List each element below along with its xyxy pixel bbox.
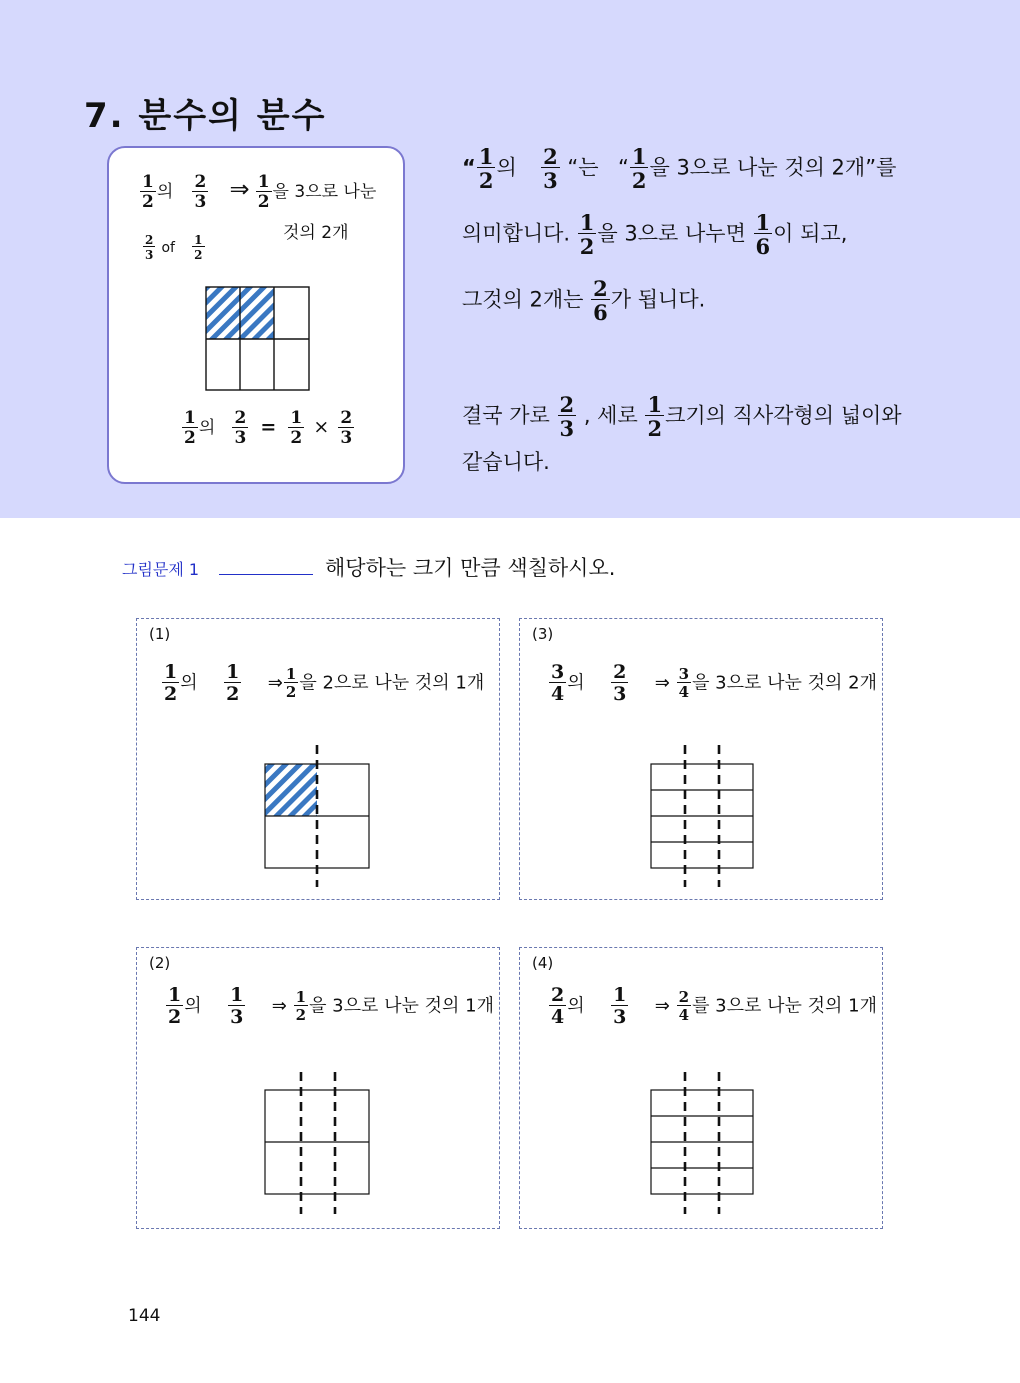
problem-number: (1) [149,625,171,643]
problem-grid-2 [261,1070,375,1216]
card-line1-cont: 것의 2개 [283,223,349,243]
card-equation: $\frac{1}{2}$ 의 $\frac{2}{3}$ = $\frac{1}{2}$ × $\frac{2}{3}$ [184,408,353,448]
section-title: 7. 분수의 분수 [84,96,327,136]
card-line1: $\frac{1}{2}$ 의 $\frac{2}{3}$ ⇒ $\frac{1}{2}$ 을 3으로 나눈 [142,172,377,212]
question-text: 해당하는 크기 만큼 색칠하시오. [325,556,616,580]
problem-grid-1 [261,743,375,889]
card-small-of: $\frac{2}{3}$ of $\frac{1}{2}$ [145,233,203,262]
shaded-cell [265,764,317,816]
fraction-1-2: $\frac{1}{2}$ [257,172,270,212]
problem-box-3 [519,618,883,900]
explanation-line4: 결국 가로 $\frac{2}{3}$ , 세로 $\frac{1}{2}$ 크기의 직사각형의 넓이와 [462,392,902,441]
problem-number: (2) [149,954,171,972]
problem-number: (3) [532,625,554,643]
problem-grid-3 [648,743,758,889]
problem-number: (4) [532,954,554,972]
example-grid [205,286,311,392]
shaded-cell [206,287,240,339]
fraction-1-2: $\frac{1}{2}$ [142,172,154,212]
question-label: 그림문제 1 [122,560,200,579]
fraction-2-3: $\frac{2}{3}$ [194,172,207,212]
implies-arrow: ⇒ [229,175,250,203]
problem-box-1 [136,618,500,900]
problem-expression: $\frac{3}{4}$ 의 $\frac{2}{3}$ ⇒ $\frac{3}{4}$ 을 3으로 나눈 것의 2개 [551,661,877,705]
problem-box-4 [519,947,883,1229]
shaded-cell [240,287,274,339]
problem-box-2 [136,947,500,1229]
problem-expression: $\frac{1}{2}$ 의 $\frac{1}{2}$ ⇒ $\frac{1}{2}$ 을 2으로 나눈 것의 1개 [164,661,485,705]
problem-expression: $\frac{2}{4}$ 의 $\frac{1}{3}$ ⇒ $\frac{2}{4}$ 를 3으로 나눈 것의 1개 [551,984,877,1028]
page-number: 144 [128,1306,161,1326]
problem-expression: $\frac{1}{2}$ 의 $\frac{1}{3}$ ⇒ $\frac{1}{2}$ 을 3으로 나눈 것의 1개 [168,984,494,1028]
example-card [107,146,405,484]
explanation-line3: 그것의 2개는 $\frac{2}{6}$ 가 됩니다. [462,276,706,325]
answer-blank [219,574,313,575]
problem-grid-4 [648,1070,758,1216]
explanation-line1: “ $\frac{1}{2}$ 의 $\frac{2}{3}$ “는 “ $\frac{1}{2}$ 을 3으로 나눈 것의 2개”를 [462,144,897,193]
explanation-line5: 같습니다. [462,450,550,474]
explanation-line2: 의미합니다. $\frac{1}{2}$ 을 3으로 나누면 $\frac{1}{6}$ 이 되고, [462,210,848,259]
